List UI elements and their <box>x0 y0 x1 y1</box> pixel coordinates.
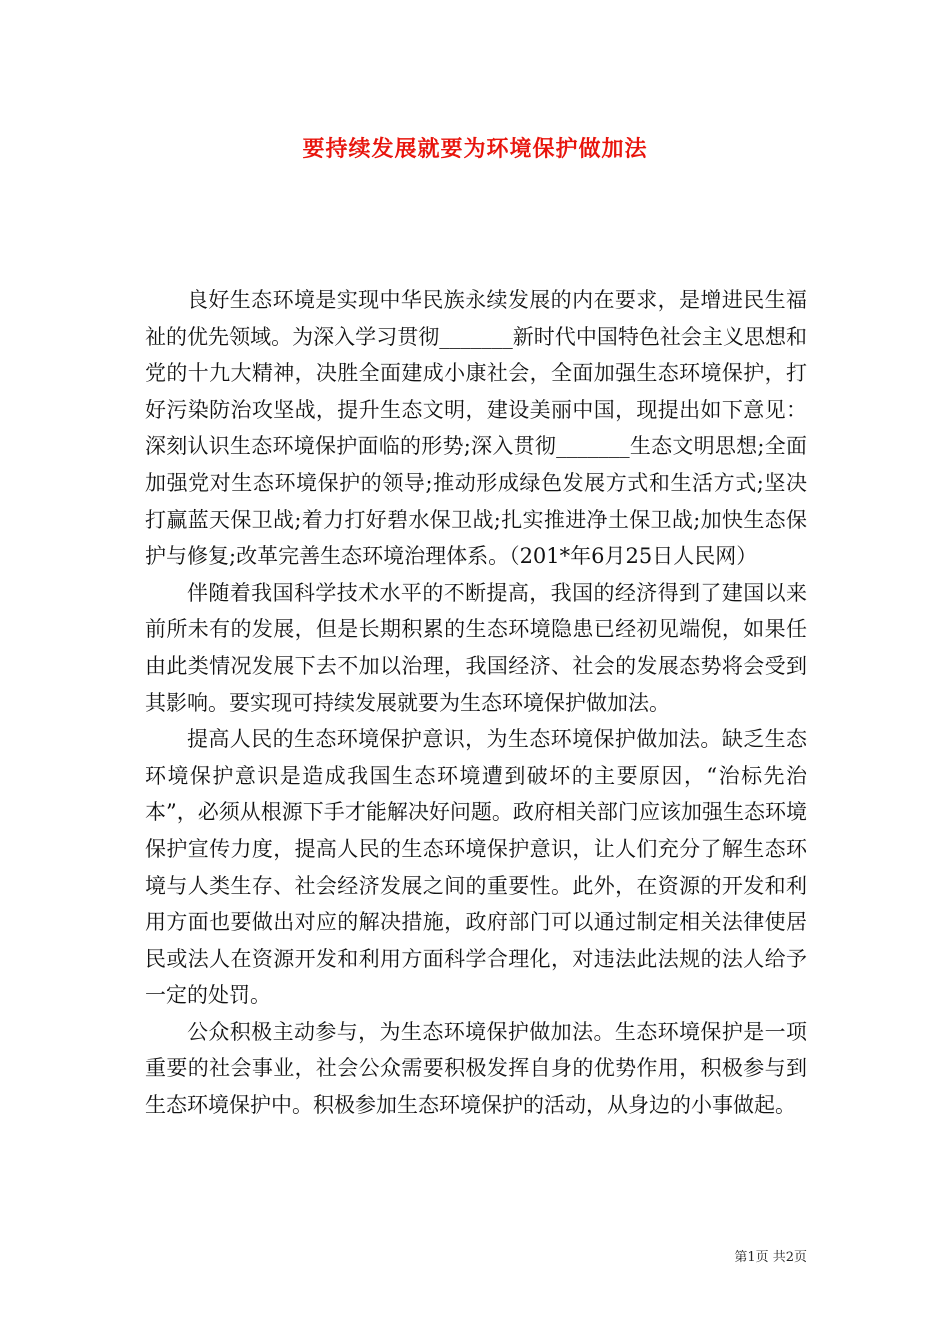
paragraph-1: 良好生态环境是实现中华民族永续发展的内在要求，是增进民生福祉的优先领域。为深入学习贯彻_______新时代中国特色社会主义思想和党的十九大精神，决胜全面建成小康社会，全面加强生态环境保护，打好污染防治攻坚战，提升生态文明，建设美丽中国，现提出如下意见：深刻认识生态环境保护面临的形势;深入贯彻_______生态文明思想;全面加强党对生态环境保护的领导;推动形成绿色发展方式和生活方式;坚决打赢蓝天保卫战;着力打好碧水保卫战;扎实推进净土保卫战;加快生态保护与修复;改革完善生态环境治理体系。（201*年6月25日人民网） <box>145 288 807 569</box>
paragraph-2: 伴随着我国科学技术水平的不断提高，我国的经济得到了建国以来前所未有的发展，但是长期积累的生态环境隐患已经初见端倪，如果任由此类情况发展下去不加以治理，我国经济、社会的发展态势将会受到其影响。要实现可持续发展就要为生态环境保护做加法。 <box>145 580 807 715</box>
document-body <box>145 282 807 1124</box>
paragraph-4: 公众积极主动参与，为生态环境保护做加法。生态环境保护是一项重要的社会事业，社会公众需要积极发挥自身的优势作用，积极参与到生态环境保护中。积极参加生态环境保护的活动，从身边的小事做起。 <box>145 1019 807 1118</box>
page-number: 第1页 共2页 <box>734 1250 807 1265</box>
document-title: 要持续发展就要为环境保护做加法 <box>302 136 648 162</box>
paragraph-3: 提高人民的生态环境保护意识，为生态环境保护做加法。缺乏生态环境保护意识是造成我国生态环境遭到破坏的主要原因，“治标先治本”，必须从根源下手才能解决好问题。政府相关部门应该加强生态环境保护宣传力度，提高人民的生态环境保护意识，让人们充分了解生态环境与人类生存、社会经济发展之间的重要性。此外，在资源的开发和利用方面也要做出对应的解决措施，政府部门可以通过制定相关法律使居民或法人在资源开发和利用方面科学合理化，对违法此法规的法人给予一定的处罚。 <box>145 727 807 1008</box>
